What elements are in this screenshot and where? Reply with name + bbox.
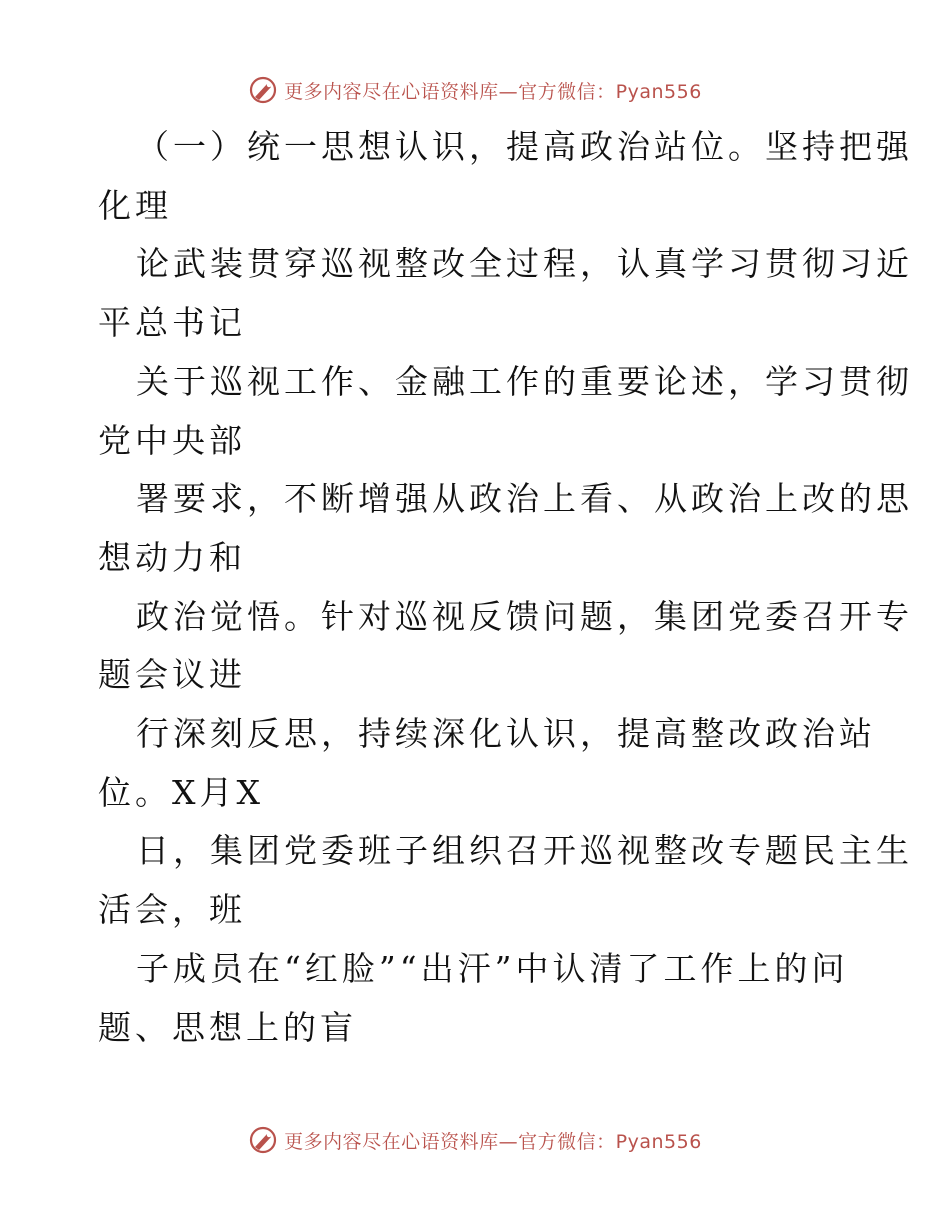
document-body (98, 118, 913, 1057)
text-line: 位。X月X (98, 772, 264, 812)
text-line: 政治觉悟。针对巡视反馈问题，集团党委召开专 (136, 596, 913, 636)
text-line: （一）统一思想认识，提高政治站位。坚持把强 (136, 127, 913, 166)
text-line: 想动力和 (98, 537, 246, 577)
text-line: 日，集团党委班子组织召开巡视整改专题民主生 (136, 831, 913, 871)
text-line: 行深刻反思，持续深化认识，提高整改政治站 (136, 714, 876, 754)
footer-banner-text: 更多内容尽在心语资料库—官方微信：Pyan556 (284, 1130, 702, 1153)
pen-nib-swirl-icon (248, 1125, 278, 1155)
text-line: 平总书记 (98, 303, 246, 343)
text-line: 化理 (98, 185, 172, 225)
pen-nib-swirl-icon (248, 75, 278, 105)
header-banner-text: 更多内容尽在心语资料库—官方微信：Pyan556 (284, 80, 702, 103)
text-line: 题会议进 (98, 655, 246, 695)
text-line: 党中央部 (98, 420, 246, 460)
text-line: 活会，班 (98, 890, 246, 930)
text-line: 子成员在“红脸”“出汗”中认清了工作上的问 (136, 948, 849, 988)
text-line: 题、思想上的盲 (98, 1007, 357, 1047)
text-line: 署要求，不断增强从政治上看、从政治上改的思 (136, 479, 913, 519)
text-line: 关于巡视工作、金融工作的重要论述，学习贯彻 (136, 361, 913, 401)
header-banner (0, 70, 950, 110)
text-line: 论武装贯穿巡视整改全过程，认真学习贯彻习近 (136, 244, 913, 284)
footer-banner (0, 1120, 950, 1160)
